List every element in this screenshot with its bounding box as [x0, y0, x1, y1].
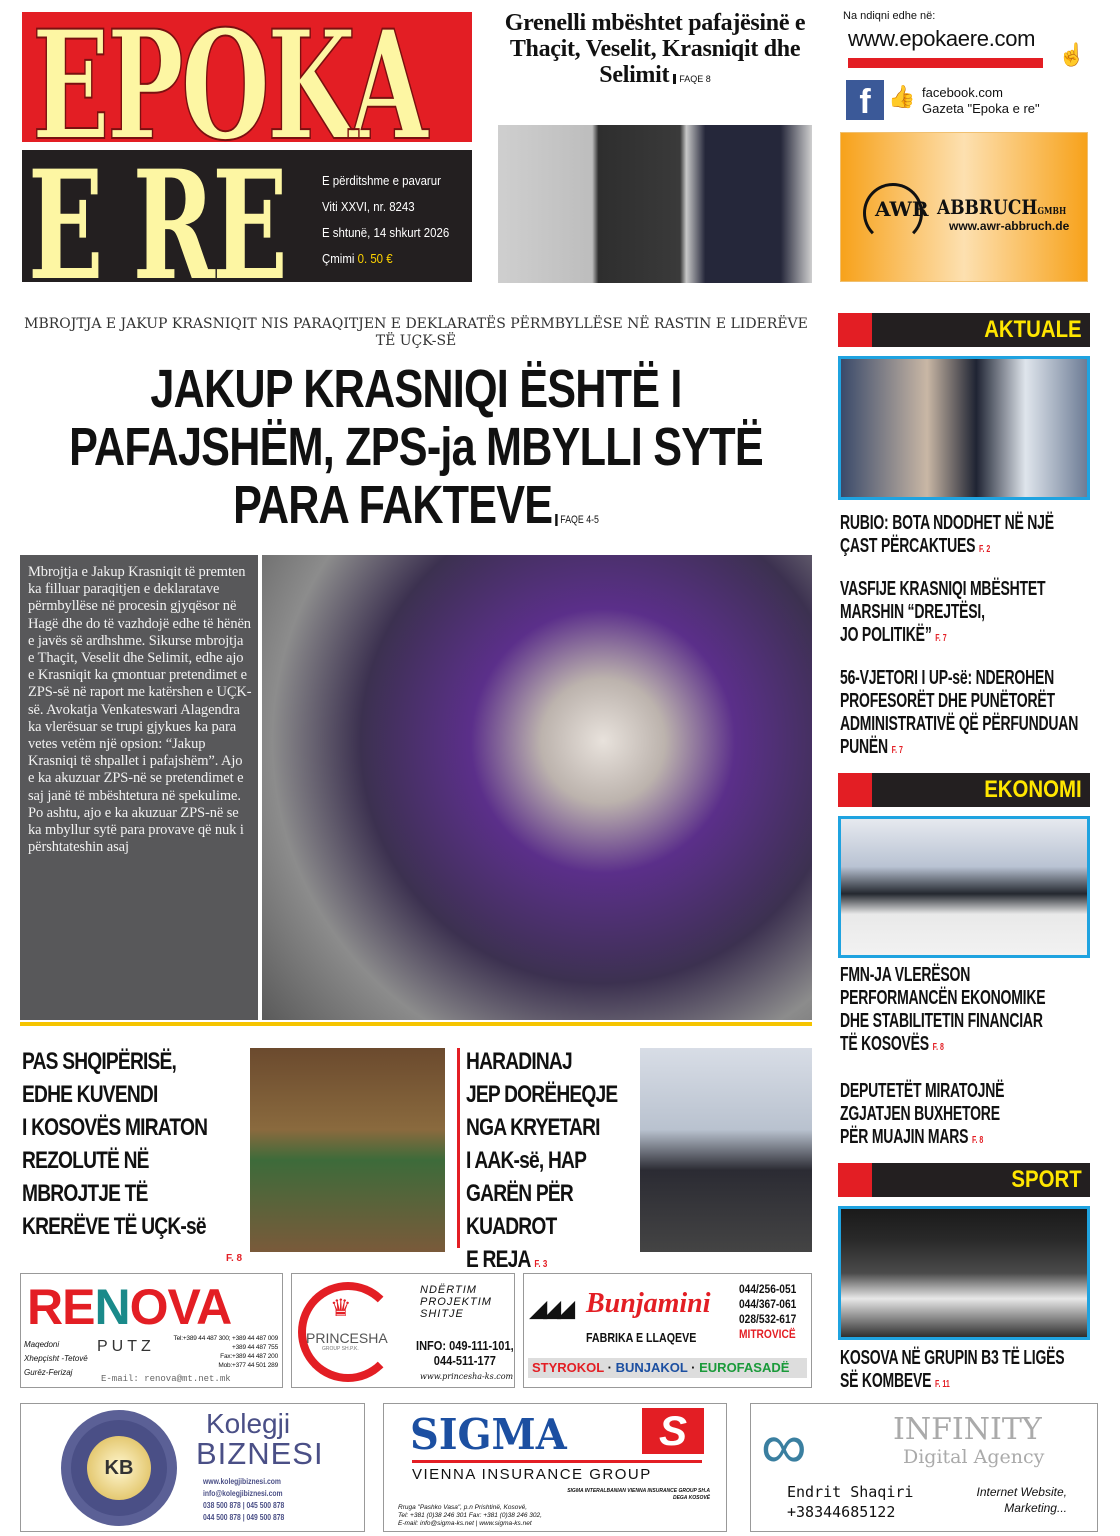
- page-ref: F. 2: [978, 544, 991, 555]
- product: BUNJAKOL: [615, 1360, 688, 1375]
- service: PROJEKTIM: [420, 1296, 492, 1308]
- line: GARËN PËR: [466, 1180, 573, 1207]
- lead-headline-block: [20, 360, 812, 549]
- infinity-phone: +38344685122: [787, 1503, 896, 1521]
- bottom-story-1[interactable]: [22, 1045, 253, 1243]
- section-accent: [838, 773, 872, 807]
- line: HARADINAJ: [466, 1048, 572, 1075]
- line: JEP DORËHEQJE: [466, 1081, 618, 1108]
- price: [322, 246, 449, 272]
- website-link[interactable]: www.epokaere.com: [848, 26, 1036, 51]
- logo-text: EPOKA: [32, 12, 426, 142]
- line: E REJA: [466, 1246, 530, 1273]
- top-story-title: Grenelli mbështet pafajësinë e Thaçit, Veselit, Krasniqit dhe Selimit: [504, 10, 806, 88]
- line: KOSOVA NË GRUPIN B3 TË LIGËS: [840, 1347, 1065, 1369]
- section-title: SPORT: [1011, 1166, 1082, 1193]
- lead-photo[interactable]: [262, 555, 812, 1020]
- tagline: E përditshme e pavarur: [322, 173, 441, 188]
- line: NGA KRYETARI: [466, 1114, 600, 1141]
- rubio-photo[interactable]: [838, 356, 1090, 500]
- price-label: Çmimi: [322, 251, 355, 266]
- kolegji-name1: Kolegji: [206, 1408, 291, 1439]
- infinity-name: INFINITY: [893, 1412, 1042, 1447]
- bunjamini-sub: FABRIKA E LLAQEVE: [586, 1330, 697, 1345]
- line: I AAK-së, HAP: [466, 1147, 587, 1174]
- logo-text-ere: E RE: [28, 150, 286, 282]
- story-ekonomi-1[interactable]: [840, 964, 1045, 1059]
- lead-kicker: MBROJTJA E JAKUP KRASNIQIT NIS PARAQITJEN E DEKLARATËS PËRMBYLLËSE NË RASTIN E LIDERËVE TË UÇK-SË: [24, 316, 808, 349]
- awr-url: www.awr-abbruch.de: [949, 219, 1070, 233]
- facebook-link[interactable]: [922, 85, 1040, 117]
- issue-date: E shtunë, 14 shkurt 2026: [322, 225, 450, 240]
- section-sport[interactable]: [838, 1163, 1090, 1197]
- page-ref: F. 3: [534, 1259, 548, 1270]
- line: REZOLUTË NË: [22, 1147, 149, 1174]
- awr-brand: AWR: [875, 197, 929, 221]
- line: PËR MUAJIN MARS: [840, 1126, 969, 1148]
- lead-page-ref: FAQE 4-5: [556, 514, 599, 526]
- renova-re: RE: [27, 1279, 95, 1335]
- crown-icon: ♛: [330, 1295, 352, 1322]
- masthead-logo-epoka: [22, 12, 472, 142]
- haradinaj-photo[interactable]: [640, 1048, 812, 1252]
- section-accent: [838, 313, 872, 347]
- phone: 044/256-051: [739, 1282, 797, 1296]
- stripes-icon: ◢◢◢: [530, 1296, 572, 1321]
- sigma-rule: [412, 1460, 702, 1463]
- section-title: AKTUALE: [984, 316, 1082, 343]
- sigma-name: SIGMA: [410, 1410, 567, 1459]
- infinity-person: Endrit Shaqiri: [787, 1483, 914, 1501]
- line: ZGJATJEN BUXHETORE: [840, 1103, 1000, 1125]
- place: Xhepçisht -Tetovë: [24, 1354, 88, 1363]
- kolegji-phones: 044 500 878 | 049 500 878: [203, 1513, 285, 1522]
- lead-headline[interactable]: [20, 360, 812, 534]
- renova-sub: PUTZ: [97, 1338, 155, 1355]
- story-aktuale-3[interactable]: [840, 667, 1078, 762]
- story-aktuale-1[interactable]: [840, 512, 1054, 561]
- story-accent-bar: [457, 1048, 460, 1248]
- line: ADMINISTRATIVË QË PËRFUNDUAN: [840, 713, 1079, 735]
- line: RUBIO: BOTA NDODHET NË NJË: [840, 512, 1054, 534]
- page-ref: F. 8: [932, 1042, 944, 1053]
- top-story-photo[interactable]: [498, 125, 812, 283]
- line: DEPUTETËT MIRATOJNË: [840, 1080, 1005, 1102]
- infinity-sub: Digital Agency: [903, 1446, 1045, 1468]
- line: JO POLITIKË”: [840, 624, 932, 646]
- princesha-info: INFO: 049-111-101,: [416, 1338, 514, 1353]
- line: MBROJTJE TË: [22, 1180, 148, 1207]
- phone: Tel:+389 44 487 300; +389 44 487 009: [173, 1335, 278, 1342]
- product: STYROKOL: [532, 1360, 604, 1375]
- product: EUROFASADË: [699, 1360, 790, 1375]
- sigma-address: Rruga "Pashko Vasa", p.n Prishtinë, Kosovë,: [398, 1504, 528, 1511]
- line: VASFIJE KRASNIQI MBËSHTET: [840, 578, 1046, 600]
- page-ref: F. 8: [226, 1253, 243, 1264]
- sigma-s-icon: S: [642, 1408, 704, 1454]
- place: Maqedoni: [24, 1340, 60, 1349]
- story-title: [466, 1045, 617, 1281]
- seal-initials: KB: [87, 1436, 151, 1500]
- issue-number: Viti XXVI, nr. 8243: [322, 199, 415, 214]
- service: SHITJE: [420, 1308, 464, 1320]
- kolegji-name2: BIZNESI: [196, 1436, 324, 1471]
- bottom-story-2[interactable]: [466, 1045, 655, 1281]
- line: FMN-JA VLERËSON: [840, 964, 971, 986]
- infinity-services: Marketing...: [1004, 1501, 1067, 1515]
- line: EDHE KUVENDI: [22, 1081, 158, 1108]
- sigma-company: SIGMA INTERALBANIAN VIENNA INSURANCE GROUP SH.A: [567, 1488, 710, 1494]
- ad-kolegji-biznesi[interactable]: [20, 1403, 365, 1532]
- place: Gurëz-Ferizaj: [24, 1368, 73, 1377]
- line: DHE STABILITETIN FINANCIAR: [840, 1010, 1043, 1032]
- kolegji-email: info@kolegjibiznesi.com: [203, 1489, 283, 1498]
- ad-renova[interactable]: [20, 1273, 283, 1388]
- line: ÇAST PËRCAKTUES: [840, 535, 976, 557]
- facebook-icon[interactable]: f: [846, 80, 884, 120]
- ad-sigma[interactable]: [383, 1403, 727, 1532]
- facebook-page-name: Gazeta "Epoka e re": [922, 101, 1040, 116]
- kolegji-seal: [61, 1410, 177, 1526]
- line: KUADROT: [466, 1213, 557, 1240]
- sigma-tel: Tel: +381 (0)38 246 301 Fax: +381 (0)38 246 302,: [398, 1512, 542, 1519]
- renova-n: N: [94, 1279, 130, 1335]
- ad-princesha[interactable]: [291, 1273, 515, 1388]
- section-title: EKONOMI: [984, 776, 1082, 803]
- awr-name: ABBRUCH: [937, 195, 1038, 219]
- line: MARSHIN “DREJTËSI,: [840, 601, 985, 623]
- infinity-services: Internet Website,: [976, 1485, 1067, 1499]
- story-ekonomi-2[interactable]: [840, 1080, 1004, 1152]
- page-ref: F. 8: [971, 1135, 984, 1146]
- ekonomi-photo[interactable]: [838, 816, 1090, 958]
- line: PERFORMANCËN EKONOMIKE: [840, 987, 1046, 1009]
- pointer-hand-icon: ☝: [1058, 42, 1086, 67]
- page-ref: F. 7: [891, 745, 903, 756]
- line: TË KOSOVËS: [840, 1033, 929, 1055]
- line: PAS SHQIPËRISË,: [22, 1048, 177, 1075]
- story-title: [22, 1045, 207, 1243]
- line: I KOSOVËS MIRATON: [22, 1114, 208, 1141]
- section-accent: [838, 1163, 872, 1197]
- phone: Fax:+389 44 487 200: [220, 1353, 278, 1360]
- sport-photo[interactable]: [838, 1206, 1090, 1340]
- top-story[interactable]: [500, 10, 810, 92]
- phone: 044/367-061: [739, 1297, 797, 1311]
- phone: +389 44 487 755: [232, 1344, 278, 1351]
- kolegji-phones: 038 500 878 | 045 500 878: [203, 1501, 285, 1510]
- masthead-info-box: [22, 150, 472, 282]
- sigma-email: E-mail: info@sigma-ks.net | www.sigma-ks.net: [398, 1520, 532, 1527]
- renova-ova: OVA: [129, 1279, 232, 1335]
- princesha-group: GROUP SH.P.K.: [322, 1346, 359, 1352]
- kolegji-url: www.kolegjibiznesi.com: [203, 1477, 281, 1486]
- sigma-branch: DEGA KOSOVË: [672, 1495, 710, 1501]
- website-underline: [848, 58, 1043, 68]
- princesha-info2: 044-511-177: [433, 1353, 496, 1368]
- masthead-info: [322, 168, 449, 272]
- line: KRERËVE TË UÇK-së: [22, 1213, 206, 1240]
- parliament-photo[interactable]: [250, 1048, 445, 1252]
- line: PUNËN: [840, 736, 888, 758]
- facebook-url: facebook.com: [922, 85, 1003, 100]
- page-ref: F. 7: [935, 633, 947, 644]
- ad-infinity[interactable]: [750, 1403, 1098, 1532]
- princesha-url: www.princesha-ks.com: [420, 1372, 514, 1381]
- follow-label: Na ndiqni edhe në:: [843, 10, 936, 22]
- phone: 028/532-617: [739, 1312, 797, 1326]
- story-aktuale-2[interactable]: [840, 578, 1045, 650]
- page-ref: F. 11: [934, 1379, 950, 1390]
- lead-headline-text: JAKUP KRASNIQI ËSHTË I PAFAJSHËM, ZPS-ja MBYLLI SYTË PARA FAKTEVE: [69, 359, 763, 535]
- bunjamini-name: Bunjamini: [586, 1288, 711, 1319]
- princesha-name: PRINCESHA: [306, 1330, 388, 1346]
- city: MITROVICË: [739, 1327, 796, 1341]
- page-ref: FAQE 8: [673, 74, 711, 84]
- service: NDËRTIM: [420, 1284, 477, 1296]
- line: PROFESORËT DHE PUNËTORËT: [840, 690, 1055, 712]
- like-thumb-icon: 👍: [888, 84, 916, 109]
- story-sport-1[interactable]: [840, 1347, 1064, 1396]
- lead-body-text: Mbrojtja e Jakup Krasniqit të premten ka filluar paraqitjen e deklaratave përmbyllëse në procesin gjyqësor në Hagë dhe do të vazhdojë edhe të hënën e javës së ardhshme. Sikurse mbrojtja e Thaçit, Veselit dhe Selimit, edhe ajo e Krasniqit ka çmontuar pretendimet e ZPS-së në raport me katërshen e UÇK-së. Avokatja Venkateswari Alagendra ka vlerësuar se trupi gjykues ka para vetes vetëm një opsion: “Jakup Krasniqi të shpallet i pafajshëm”. Ajo e ka akuzuar ZPS-në se pretendimet e saj janë të mbështetura në spekulime. Po ashtu, ajo e ka akuzuar ZPS-në se ka mbyllur sytë para provave që nuk i përshtateshin asaj: [20, 555, 258, 1020]
- sigma-group: VIENNA INSURANCE GROUP: [412, 1466, 652, 1483]
- price-value: 0. 50 €: [357, 251, 393, 266]
- ad-awr-abbruch[interactable]: [840, 132, 1088, 282]
- section-ekonomi[interactable]: [838, 773, 1090, 807]
- section-aktuale[interactable]: [838, 313, 1090, 347]
- awr-suffix: GMBH: [1037, 207, 1067, 217]
- line: 56-VJETORI I UP-së: NDEROHEN: [840, 667, 1055, 689]
- phone: Mob:+377 44 501 289: [218, 1362, 278, 1369]
- ad-bunjamini[interactable]: ◢◢◢ Bunjamini FABRIKA E LLAQEVE 044/256-051 044/367-061 028/532-617 MITROVICË STYROKOL · BUNJAKOL · EUROFASADË: [523, 1273, 812, 1388]
- divider-yellow: [20, 1022, 812, 1026]
- renova-email: E-mail: renova@mt.net.mk: [101, 1374, 231, 1384]
- infinity-logo-icon: ∞: [761, 1410, 807, 1482]
- line: SË KOMBEVE: [840, 1370, 932, 1392]
